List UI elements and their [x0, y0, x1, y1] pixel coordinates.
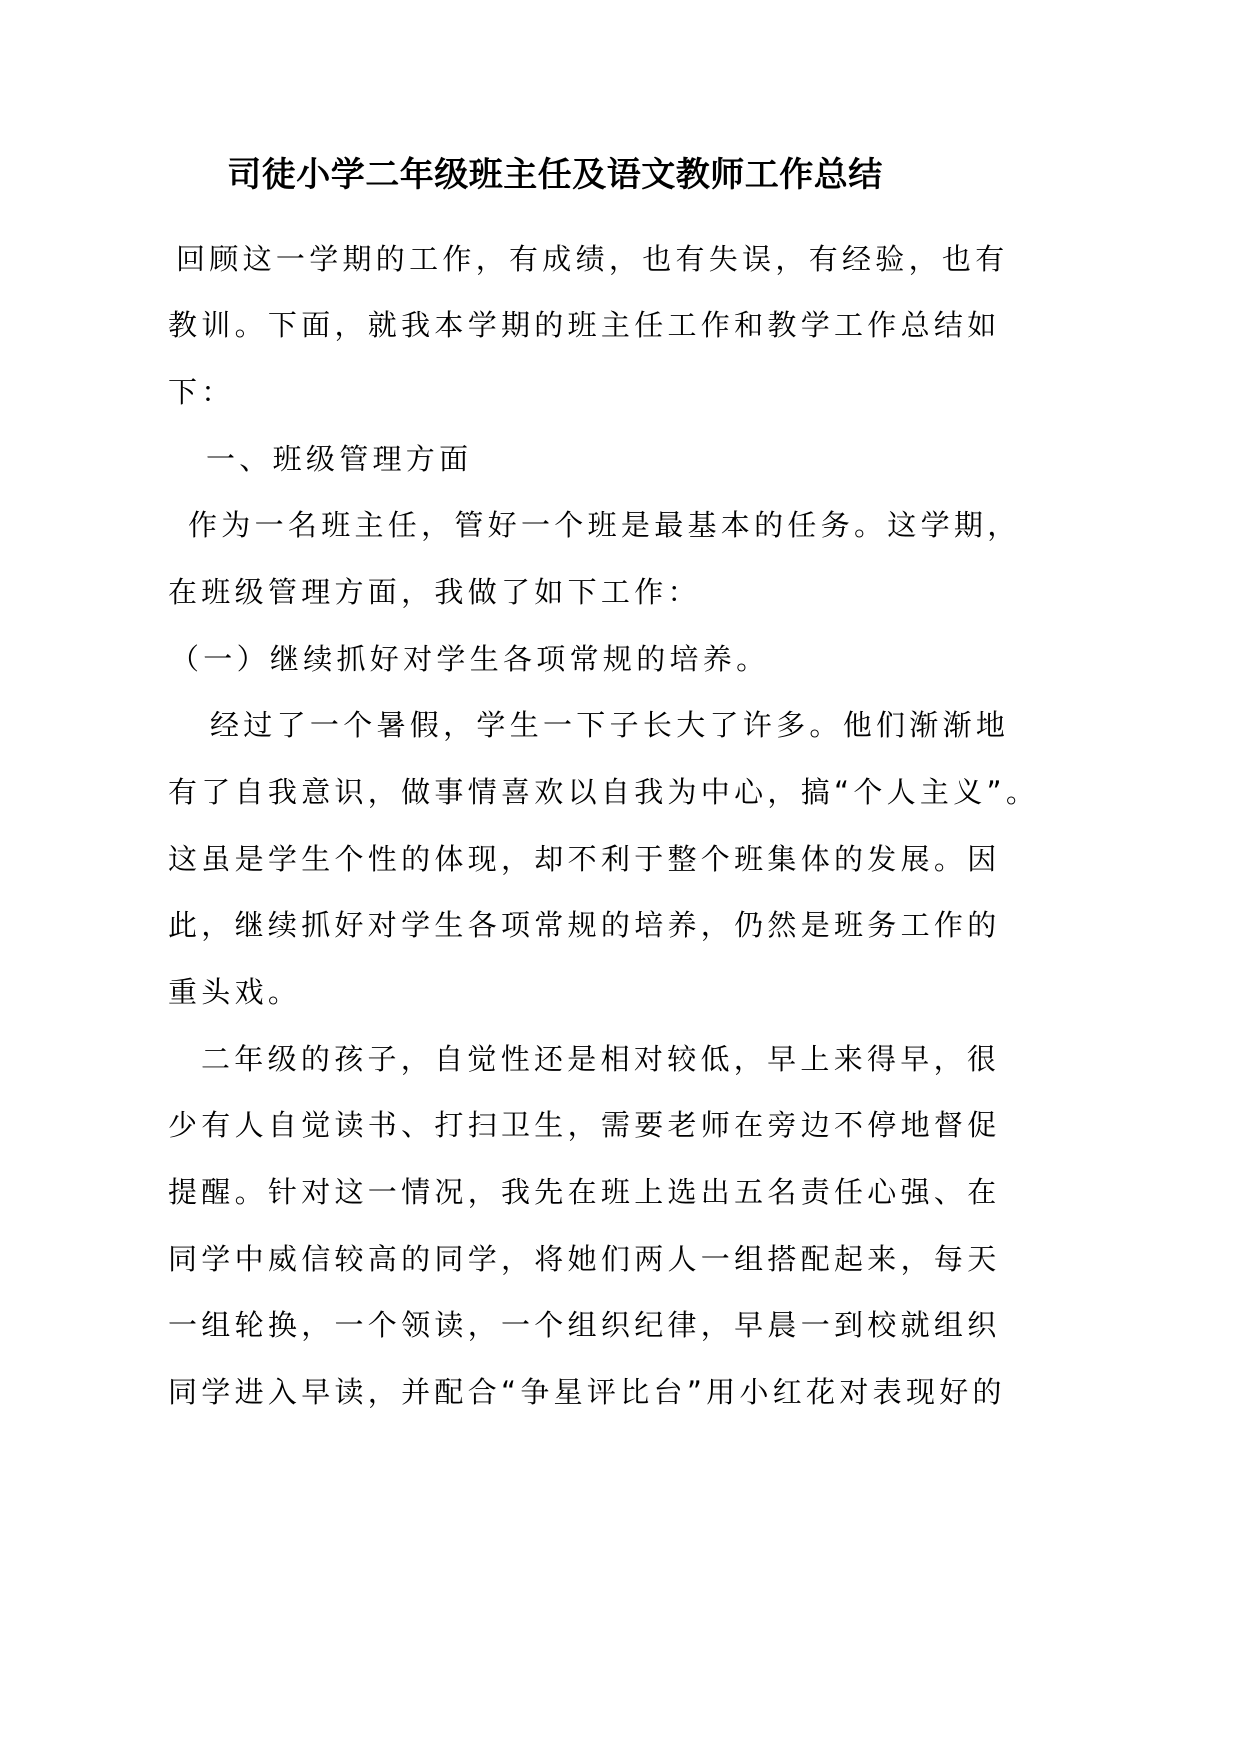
paragraph-line: 提醒。针对这一情况，我先在班上选出五名责任心强、在: [168, 1175, 1001, 1209]
paragraph-line: 此，继续抓好对学生各项常规的培养，仍然是班务工作的: [168, 908, 1001, 942]
paragraph-line: 少有人自觉读书、打扫卫生，需要老师在旁边不停地督促: [168, 1108, 1001, 1142]
paragraph-line: 一组轮换，一个领读，一个组织纪律，早晨一到校就组织: [168, 1308, 1001, 1342]
paragraph-line: 经过了一个暑假，学生一下子长大了许多。他们渐渐地: [210, 708, 1010, 742]
subsection-heading: （一）继续抓好对学生各项常规的培养。: [170, 642, 770, 676]
paragraph-line: 有了自我意识，做事情喜欢以自我为中心，搞“个人主义”。: [168, 775, 1040, 809]
paragraph-line: 下：: [168, 375, 235, 409]
paragraph-line: 同学进入早读，并配合“争星评比台”用小红花对表现好的: [168, 1375, 1006, 1409]
section-heading: 一、班级管理方面: [206, 442, 473, 476]
document-title: 司徒小学二年级班主任及语文教师工作总结: [227, 155, 883, 195]
paragraph-line: 这虽是学生个性的体现，却不利于整个班集体的发展。因: [168, 842, 1001, 876]
paragraph-line: 作为一名班主任，管好一个班是最基本的任务。这学期，: [188, 508, 1021, 542]
paragraph-line: 同学中威信较高的同学，将她们两人一组搭配起来，每天: [168, 1242, 1001, 1276]
paragraph-line: 回顾这一学期的工作，有成绩，也有失误，有经验，也有: [176, 242, 1009, 276]
paragraph-line: 重头戏。: [168, 975, 302, 1009]
paragraph-line: 二年级的孩子，自觉性还是相对较低，早上来得早，很: [201, 1042, 1001, 1076]
paragraph-line: 教训。下面，就我本学期的班主任工作和教学工作总结如: [168, 308, 1001, 342]
paragraph-line: 在班级管理方面，我做了如下工作：: [168, 575, 701, 609]
